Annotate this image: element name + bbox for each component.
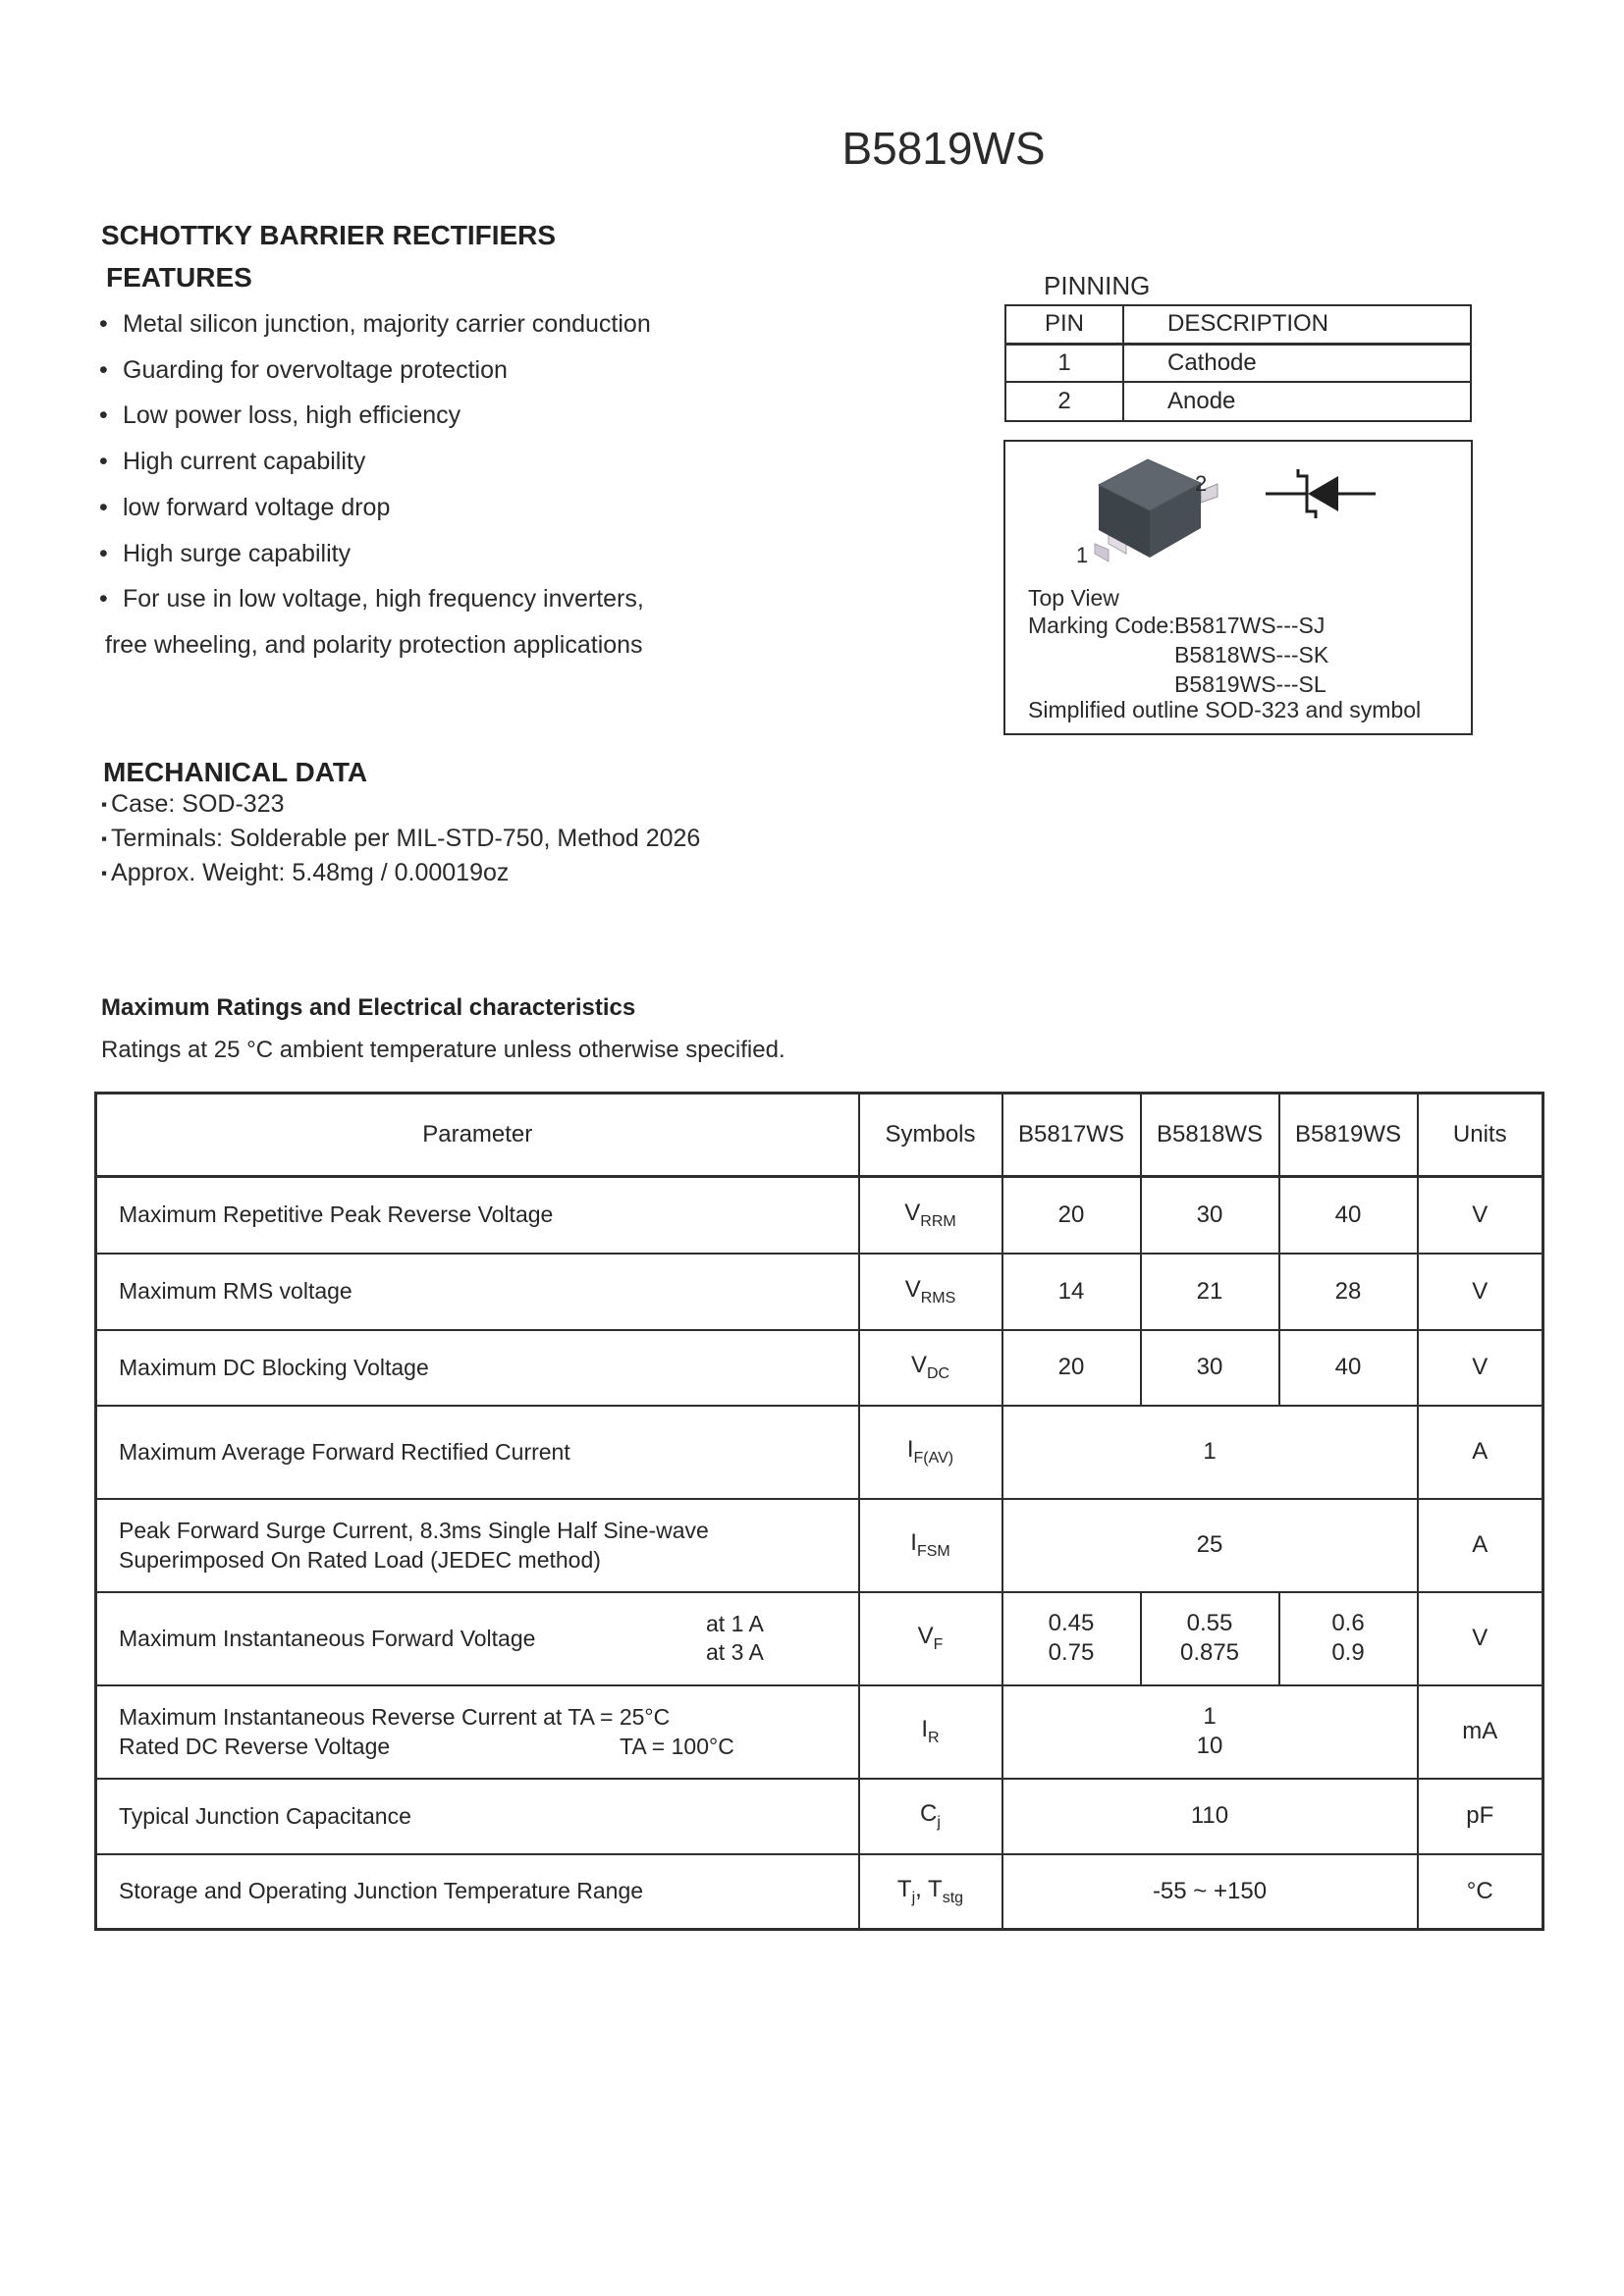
symbol-cell (859, 1330, 1002, 1406)
symbol-sub: stg (942, 1889, 964, 1906)
units-cell: V (1418, 1330, 1543, 1406)
parameter-text: Maximum Instantaneous Forward Voltage (119, 1625, 536, 1651)
header-b5818ws: B5818WS (1141, 1094, 1279, 1177)
table-row-ir (96, 1685, 1543, 1779)
symbol-sub: j (937, 1814, 941, 1831)
value-cell: 21 (1141, 1254, 1279, 1330)
vf-at-1a: 0.55 (1186, 1610, 1233, 1636)
parameter-cell: Maximum Repetitive Peak Reverse Voltage (96, 1177, 859, 1254)
table-row-ifav (96, 1406, 1543, 1499)
square-bullet-icon: ▪ (101, 829, 108, 848)
bullet-icon: • (99, 539, 108, 567)
pin-table (1004, 304, 1472, 422)
parameter-line-2-text: Rated DC Reverse Voltage (119, 1734, 391, 1759)
pinning-heading: PINNING (1044, 271, 1151, 300)
feature-text: Low power loss, high efficiency (123, 401, 461, 430)
bullet-icon: • (99, 585, 108, 614)
ir-at-25c: 1 (1203, 1703, 1217, 1730)
value-cell: 20 (1002, 1330, 1141, 1406)
parameter-cell (96, 1685, 859, 1779)
page-title: B5819WS (841, 123, 1046, 174)
vf-at-3a: 0.75 (1048, 1639, 1095, 1666)
outline-caption: Simplified outline SOD-323 and symbol (1028, 697, 1422, 722)
pin-description-cell: Cathode (1123, 344, 1471, 382)
mech-text: Approx. Weight: 5.48mg / 0.00019oz (111, 859, 510, 886)
symbol-cell (859, 1685, 1002, 1779)
feature-text: low forward voltage drop (123, 493, 391, 521)
units-cell: °C (1418, 1854, 1543, 1930)
feature-text: Metal silicon junction, majority carrier conduction (123, 310, 651, 338)
header-units: Units (1418, 1094, 1543, 1177)
parameter-line-2: Superimposed On Rated Load (JEDEC method) (119, 1547, 601, 1573)
symbol-sub: FSM (916, 1543, 950, 1560)
symbol-cell (859, 1406, 1002, 1499)
ratings-table (94, 1092, 1544, 1931)
section-title-rectifiers: SCHOTTKY BARRIER RECTIFIERS (101, 220, 557, 250)
pin-number-cell: 2 (1005, 382, 1123, 421)
condition-at-3a: at 3 A (706, 1639, 764, 1665)
header-parameter: Parameter (96, 1094, 859, 1177)
square-bullet-icon: ▪ (101, 795, 108, 814)
table-row-cj (96, 1779, 1543, 1854)
vf-at-3a: 0.875 (1179, 1639, 1240, 1666)
feature-text: High current capability (123, 448, 366, 476)
parameter-cell: Storage and Operating Junction Temperature Range (96, 1854, 859, 1930)
pin-table-row (1005, 382, 1471, 421)
feature-item (99, 485, 651, 531)
symbol-base: C (920, 1800, 938, 1827)
mech-text: Case: SOD-323 (111, 790, 285, 818)
value-cell: 28 (1279, 1254, 1418, 1330)
pin-number-cell: 1 (1005, 344, 1123, 382)
value-cell-merged (1002, 1685, 1418, 1779)
marking-code-1: B5817WS---SJ (1174, 613, 1326, 638)
value-cell: 40 (1279, 1177, 1418, 1254)
parameter-cell: Maximum RMS voltage (96, 1254, 859, 1330)
test-condition-annotations (706, 1610, 764, 1667)
symbol-cell (859, 1254, 1002, 1330)
marking-code-label: Marking Code: (1028, 613, 1175, 638)
symbol-base: , T (915, 1875, 943, 1902)
symbol-cell (859, 1499, 1002, 1592)
features-list (99, 301, 651, 668)
feature-text: Guarding for overvoltage protection (123, 355, 508, 384)
mech-item (101, 856, 700, 890)
package-pin1-label: 1 (1076, 543, 1089, 567)
feature-text: For use in low voltage, high frequency inverters, (123, 585, 644, 614)
table-row-ifsm (96, 1499, 1543, 1592)
feature-item (99, 301, 651, 347)
mech-item (101, 787, 700, 822)
value-cell (1141, 1592, 1279, 1685)
symbol-sub: F(AV) (913, 1450, 954, 1467)
symbol-cell (859, 1779, 1002, 1854)
parameter-cell (96, 1499, 859, 1592)
parameter-line-1: Peak Forward Surge Current, 8.3ms Single Half Sine-wave (119, 1518, 709, 1543)
feature-text: free wheeling, and polarity protection applications (105, 630, 643, 659)
vf-at-3a: 0.9 (1331, 1639, 1365, 1666)
parameter-cell: Maximum DC Blocking Voltage (96, 1330, 859, 1406)
symbol-sub: RRM (920, 1212, 956, 1230)
square-bullet-icon: ▪ (101, 864, 108, 882)
vf-at-1a: 0.45 (1048, 1610, 1095, 1636)
condition-ta-100c: TA = 100°C (620, 1734, 734, 1759)
feature-item-continuation (99, 622, 651, 668)
ratings-subheading: Ratings at 25 °C ambient temperature unless otherwise specified. (101, 1037, 785, 1063)
pin-table-row (1005, 344, 1471, 382)
package-pin2-label: 2 (1195, 471, 1208, 496)
parameter-cell (96, 1592, 859, 1685)
bullet-icon: • (99, 448, 108, 476)
value-cell: 20 (1002, 1177, 1141, 1254)
symbol-base: T (896, 1875, 912, 1902)
table-row-vf (96, 1592, 1543, 1685)
pin-header-cell: PIN (1005, 305, 1123, 344)
mech-item (101, 822, 700, 856)
symbol-sub: DC (926, 1365, 950, 1382)
marking-code-2: B5818WS---SK (1174, 642, 1329, 667)
symbol-base: V (917, 1623, 934, 1649)
ratings-heading: Maximum Ratings and Electrical characteristics (101, 994, 636, 1021)
feature-item (99, 393, 651, 439)
value-cell-merged: 25 (1002, 1499, 1418, 1592)
units-cell: V (1418, 1254, 1543, 1330)
units-cell: A (1418, 1499, 1543, 1592)
bullet-icon: • (99, 355, 108, 384)
bullet-icon: • (99, 310, 108, 338)
feature-item (99, 531, 651, 577)
value-cell: 30 (1141, 1177, 1279, 1254)
parameter-line-1: Maximum Instantaneous Reverse Current at TA = 25°C (119, 1704, 671, 1730)
pin-description-cell: Anode (1123, 382, 1471, 421)
pin-table-header-row (1005, 305, 1471, 344)
description-header-cell: DESCRIPTION (1123, 305, 1471, 344)
units-cell: A (1418, 1406, 1543, 1499)
marking-code-3: B5819WS---SL (1174, 671, 1326, 697)
mech-text: Terminals: Solderable per MIL-STD-750, Method 2026 (111, 825, 701, 852)
symbol-cell (859, 1592, 1002, 1685)
parameter-cell: Maximum Average Forward Rectified Current (96, 1406, 859, 1499)
sod-323-package-image (1077, 452, 1224, 569)
value-cell-merged: 1 (1002, 1406, 1418, 1499)
value-cell-merged: 110 (1002, 1779, 1418, 1854)
mechanical-data-heading: MECHANICAL DATA (103, 757, 368, 787)
value-cell (1002, 1592, 1141, 1685)
parameter-line-2 (119, 1732, 858, 1761)
symbol-sub: RMS (920, 1289, 956, 1307)
feature-item (99, 347, 651, 394)
ir-at-100c: 10 (1196, 1733, 1223, 1759)
table-row-vrrm (96, 1177, 1543, 1254)
value-cell: 14 (1002, 1254, 1141, 1330)
value-cell-merged: -55 ~ +150 (1002, 1854, 1418, 1930)
parameter-cell: Typical Junction Capacitance (96, 1779, 859, 1854)
symbol-cell (859, 1177, 1002, 1254)
symbol-cell (859, 1854, 1002, 1930)
units-cell: pF (1418, 1779, 1543, 1854)
table-row-vdc (96, 1330, 1543, 1406)
value-cell: 30 (1141, 1330, 1279, 1406)
feature-item (99, 439, 651, 485)
bullet-icon: • (99, 401, 108, 430)
features-heading: FEATURES (106, 262, 252, 293)
condition-at-1a: at 1 A (706, 1611, 764, 1636)
header-b5817ws: B5817WS (1002, 1094, 1141, 1177)
symbol-sub: j (911, 1889, 916, 1906)
value-cell (1279, 1592, 1418, 1685)
top-view-label: Top View (1028, 585, 1119, 611)
mechanical-data-list (101, 787, 700, 890)
units-cell: V (1418, 1592, 1543, 1685)
symbol-base: V (904, 1275, 921, 1303)
value-cell: 40 (1279, 1330, 1418, 1406)
symbol-base: V (910, 1352, 927, 1378)
symbol-sub: F (933, 1636, 944, 1653)
table-row-vrms (96, 1254, 1543, 1330)
units-cell: V (1418, 1177, 1543, 1254)
table-row-tstg (96, 1854, 1543, 1930)
units-cell: mA (1418, 1685, 1543, 1779)
symbol-sub: R (928, 1730, 940, 1746)
symbol-base: I (921, 1716, 929, 1742)
ratings-header-row (96, 1094, 1543, 1177)
symbol-base: I (906, 1436, 914, 1463)
header-symbols: Symbols (859, 1094, 1002, 1177)
header-b5819ws: B5819WS (1279, 1094, 1418, 1177)
feature-text: High surge capability (123, 539, 352, 567)
package-outline-box (1003, 440, 1473, 735)
schottky-diode-symbol (1264, 465, 1378, 522)
feature-item (99, 576, 651, 622)
symbol-base: V (904, 1199, 921, 1226)
vf-at-1a: 0.6 (1331, 1610, 1365, 1636)
bullet-icon: • (99, 493, 108, 521)
symbol-base: I (910, 1529, 917, 1556)
